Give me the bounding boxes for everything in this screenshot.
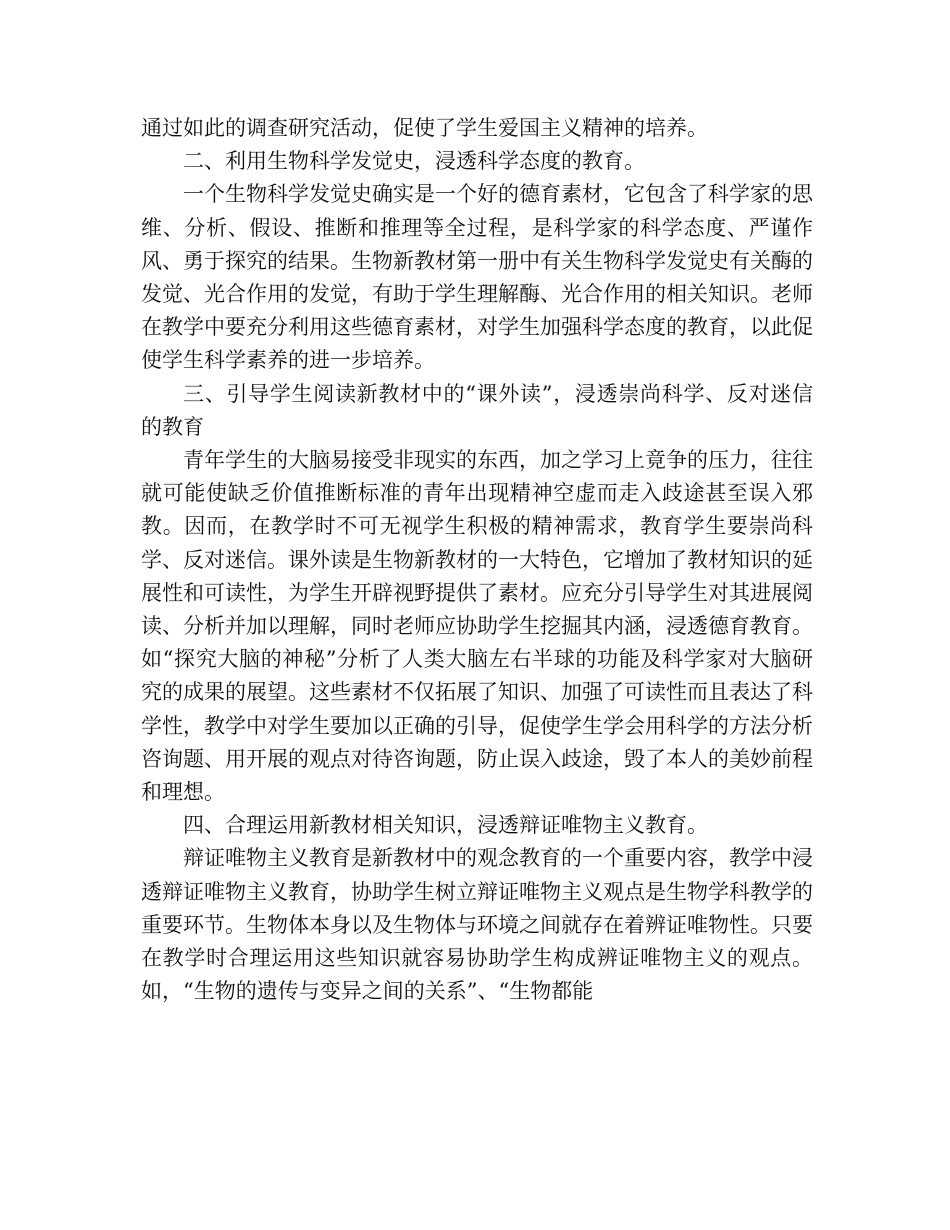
section-heading-3: 三、引导学生阅读新教材中的“课外读”，浸透崇尚科学、反对迷信的教育 xyxy=(141,381,813,439)
paragraph: 辩证唯物主义教育是新教材中的观念教育的一个重要内容，教学中浸透辩证唯物主义教育，协助学生树立辩证唯物主义观点是生物学科教学的重要环节。生物体本身以及生物体与环境之间就存在着辨证唯物性。只要在教学时合理运用这些知识就容易协助学生构成辨证唯物主义的观点。如，“生物的遗传与变异之间的关系”、“生物都能 xyxy=(141,846,813,1004)
paragraph: 青年学生的大脑易接受非现实的东西，加之学习上竟争的压力，往往就可能使缺乏价值推断标准的青年出现精神空虚而走入歧途甚至误入邪教。因而，在教学时不可无视学生积极的精神需求，教育学生要崇尚科学、反对迷信。课外读是生物新教材的一大特色，它增加了教材知识的延展性和可读性，为学生开辟视野提供了素材。应充分引导学生对其进展阅读、分析并加以理解，同时老师应协助学生挖掘其内涵，浸透德育教育。如“探究大脑的神秘”分析了人类大脑左右半球的功能及科学家对大脑研究的成果的展望。这些素材不仅拓展了知识、加强了可读性而且表达了科学性，教学中对学生要加以正确的引导，促使学生学会用科学的方法分析咨询题、用开展的观点对待咨询题，防止误入歧途，毁了本人的美妙前程和理想。 xyxy=(141,448,813,805)
section-heading-4: 四、合理运用新教材相关知识，浸透辩证唯物主义教育。 xyxy=(183,813,708,838)
paragraph: 一个生物科学发觉史确实是一个好的德育素材，它包含了科学家的思维、分析、假设、推断和推理等全过程，是科学家的科学态度、严谨作风、勇于探究的结果。生物新教材第一册中有关生物科学发觉史有关酶的发觉、光合作用的发觉，有助于学生理解酶、光合作用的相关知识。老师在教学中要充分利用这些德育素材，对学生加强科学态度的教育，以此促使学生科学素养的进一步培养。 xyxy=(141,182,813,373)
paragraph-continuation: 通过如此的调查研究活动，促使了学生爱国主义精神的培养。 xyxy=(141,116,708,140)
document-body xyxy=(141,112,813,1008)
section-heading-2: 二、利用生物科学发觉史，浸透科学态度的教育。 xyxy=(183,149,645,174)
